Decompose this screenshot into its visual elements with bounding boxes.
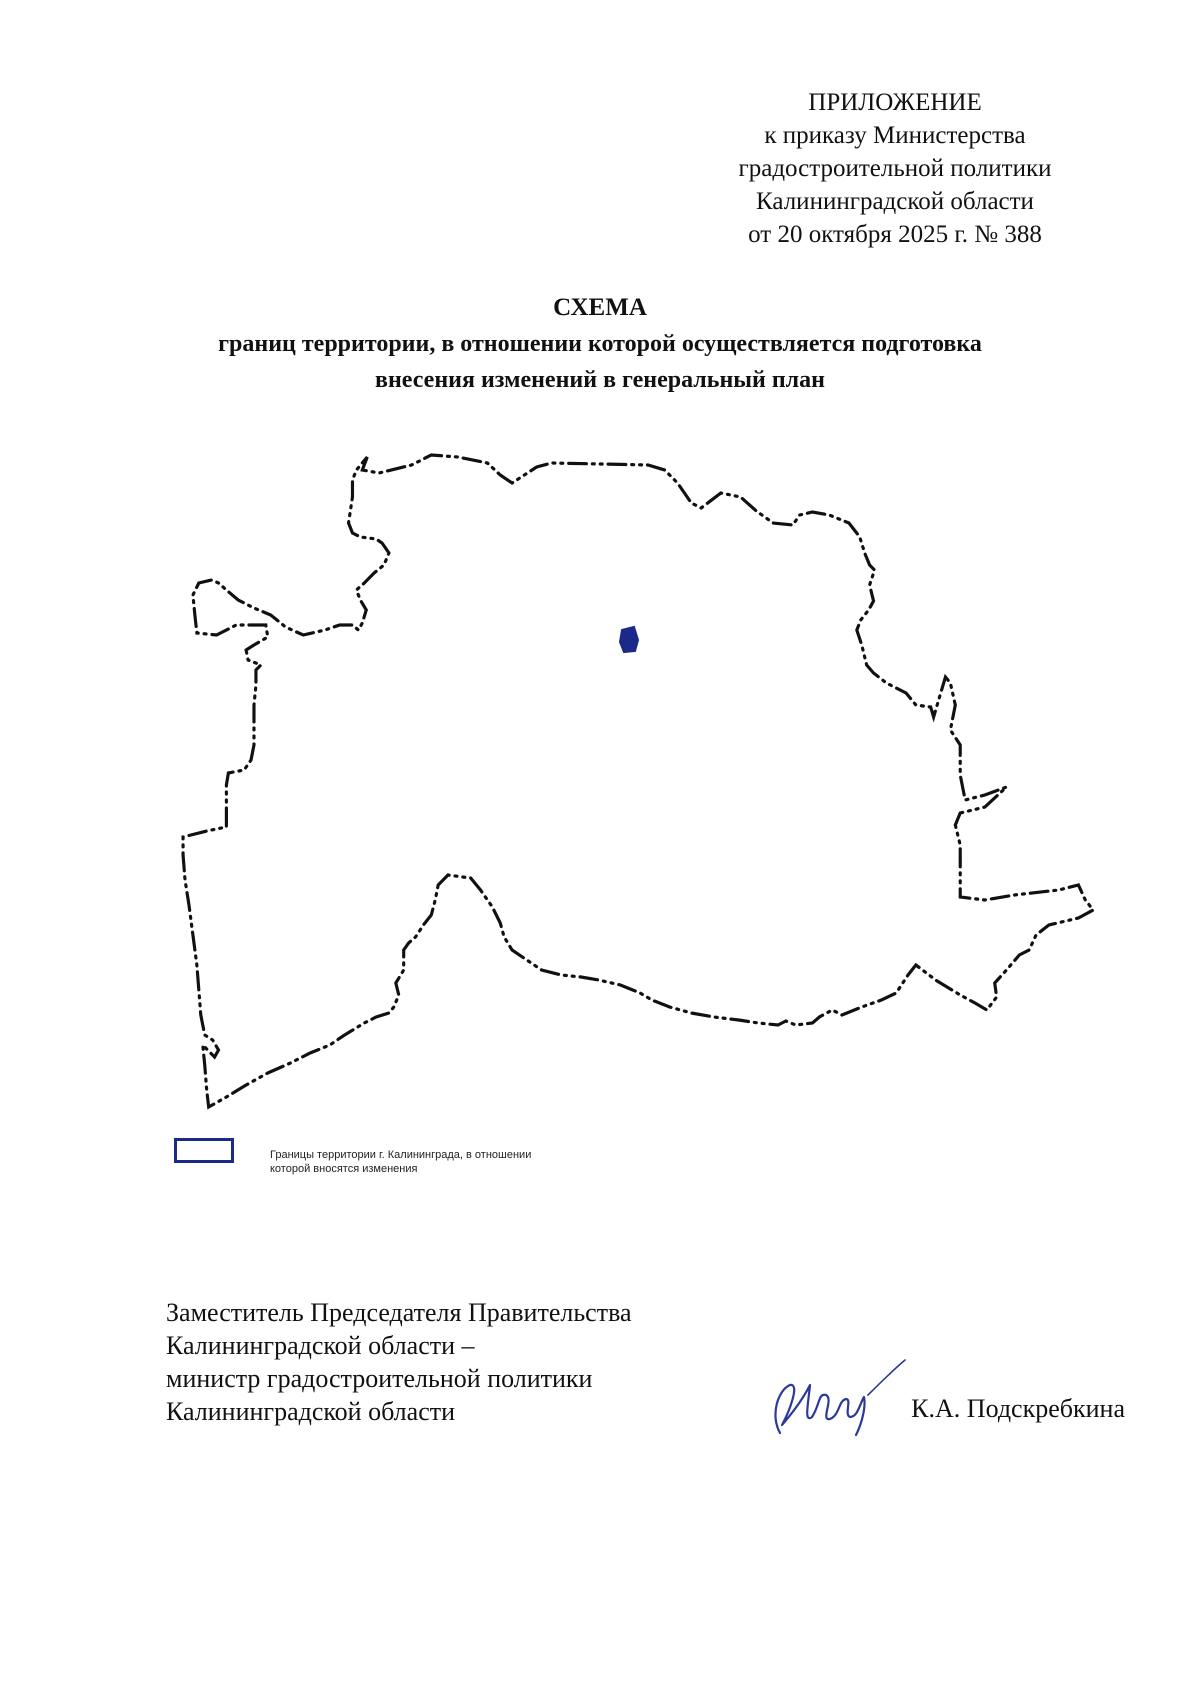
annex-order-ref: к приказу Министерства bbox=[764, 122, 1026, 149]
signatory-name: К.А. Подскребкина bbox=[911, 1394, 1125, 1423]
signatory-line-2: Калининградской области – bbox=[166, 1331, 475, 1360]
annex-label: ПРИЛОЖЕНИЕ bbox=[808, 89, 982, 116]
signatory-line-1: Заместитель Председателя Правительства bbox=[166, 1298, 632, 1327]
annex-ministry: градостроительной политики bbox=[738, 155, 1052, 182]
signatory-line-4: Калининградской области bbox=[166, 1397, 456, 1426]
legend-label bbox=[270, 1148, 531, 1176]
change-area-marker bbox=[620, 627, 638, 652]
title-subtitle-1: границ территории, в отношении которой осуществляется подготовка bbox=[218, 331, 982, 357]
signatory-line-3: министр градостроительной политики bbox=[166, 1364, 593, 1393]
legend-line-1: Границы территории г. Калининграда, в отношении bbox=[270, 1149, 532, 1161]
legend-swatch bbox=[174, 1138, 234, 1163]
title-scheme: СХЕМА bbox=[553, 294, 647, 321]
city-boundary-line bbox=[183, 455, 1093, 1107]
annex-region: Калининградской области bbox=[756, 188, 1034, 215]
annex-date-number: от 20 октября 2025 г. № 388 bbox=[748, 221, 1042, 248]
handwritten-signature bbox=[760, 1355, 910, 1445]
title-subtitle-2: внесения изменений в генеральный план bbox=[375, 367, 825, 393]
signatory-position bbox=[166, 1296, 632, 1428]
legend-line-2: которой вносятся изменения bbox=[270, 1163, 418, 1175]
